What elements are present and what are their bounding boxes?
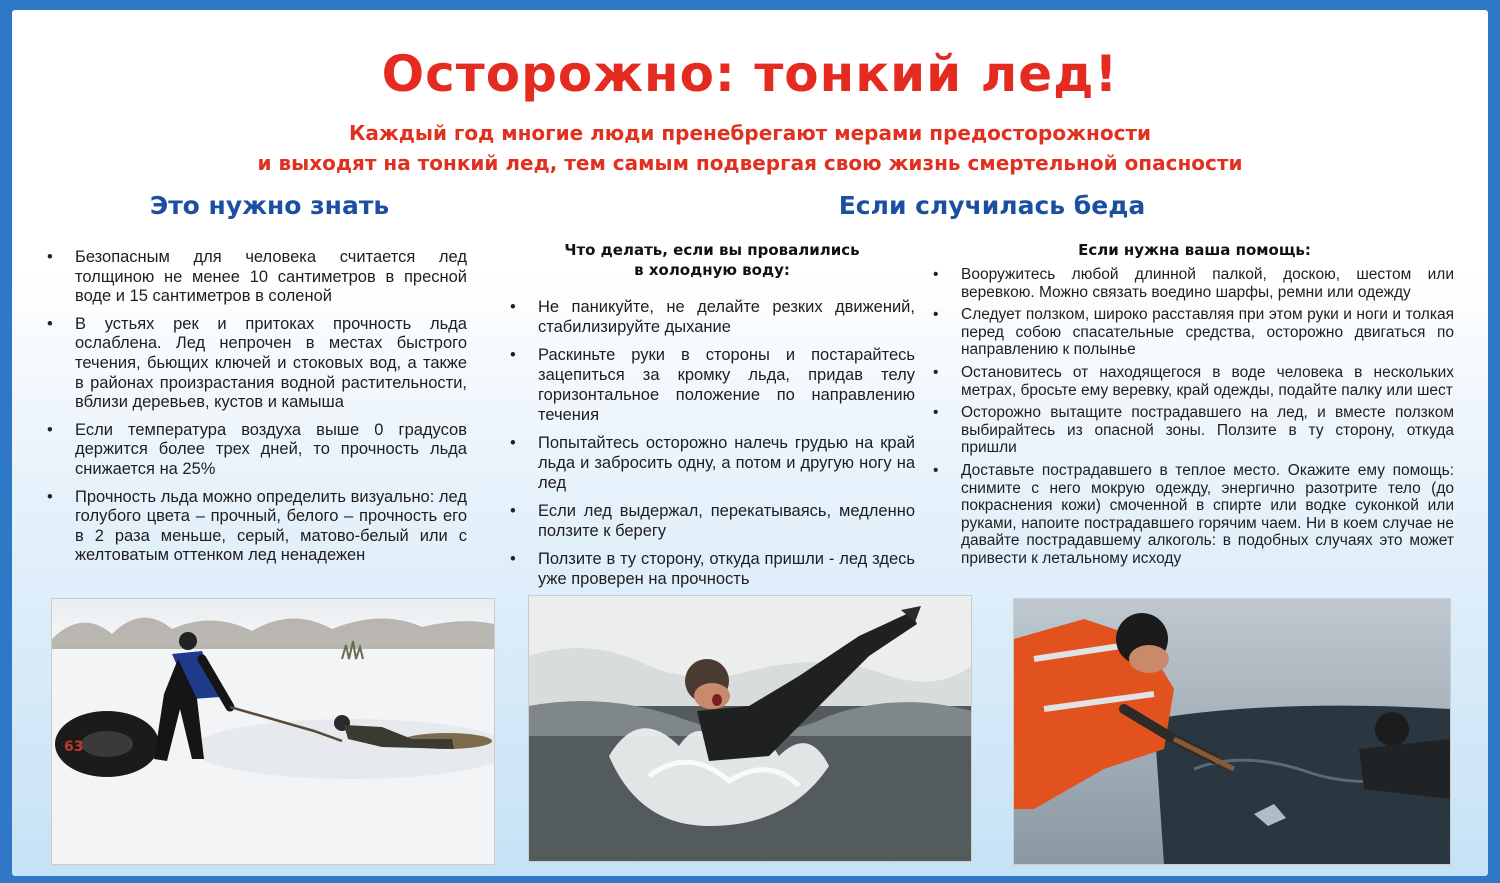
- subheading-line-1: Что делать, если вы провалились: [564, 241, 860, 259]
- list-item: • Прочность льда можно определить визуально: лед голубого цвета – прочный, белого – прочность его в 2 раза меньше, серый, матово-белый или с желтоватым оттенком лед ненадежен: [75, 488, 467, 566]
- rescuer-vest-illustration: [1014, 599, 1450, 864]
- heading-trouble: Если случилась беда: [838, 191, 1146, 220]
- list-item: • Безопасным для человека считается лед толщиною не менее 10 сантиметров в пресной воде и 15 сантиметров в соленой: [75, 248, 467, 307]
- list-item: • Вооружитесь любой длинной палкой, доскою, шестом или веревкою. Можно связать воедино шарфы, ремни или одежду: [961, 266, 1454, 301]
- list-item: • В устьях рек и притоках прочность льда ослаблена. Лед непрочен в местах быстрого течения, бьющих ключей и стоковых вод, а также в районах произрастания водной растительности, вблизи деревьев, кустов и камыша: [75, 315, 467, 413]
- subtitle-line-1: Каждый год многие люди пренебрегают мерами предосторожности: [348, 121, 1152, 145]
- list-item: • Попытайтесь осторожно налечь грудью на край льда и забросить одну, а потом и другую ногу на лед: [538, 433, 915, 493]
- poster-title: Осторожно: тонкий лед!: [381, 45, 1119, 103]
- poster-subtitle: [12, 118, 1488, 178]
- list-item: • Ползите в ту сторону, откуда пришли - лед здесь уже проверен на прочность: [538, 549, 915, 589]
- photo-rescuer-vest: [1013, 598, 1451, 865]
- poster: [12, 10, 1488, 876]
- list-item: • Осторожно вытащите пострадавшего на лед, и вместе ползком выбирайтесь из опасной зоны. Ползите в ту сторону, откуда пришли: [961, 404, 1454, 457]
- help-needed-list: [961, 266, 1454, 573]
- list-item: • Если лед выдержал, перекатываясь, медленно ползите к берегу: [538, 501, 915, 541]
- photo-rope-rescue: [51, 598, 495, 865]
- tire-number: 63: [64, 739, 84, 755]
- list-item: • Не паникуйте, не делайте резких движений, стабилизируйте дыхание: [538, 297, 915, 337]
- fell-through-list: [538, 297, 915, 597]
- photo-man-in-water: [528, 595, 972, 862]
- rope-rescue-illustration: [52, 599, 494, 864]
- subheading-help-needed: Если нужна ваша помощь:: [1078, 241, 1311, 259]
- heading-need-to-know: Это нужно знать: [149, 191, 390, 220]
- subheading-line-2: в холодную воду:: [634, 261, 790, 279]
- need-to-know-list: [75, 248, 467, 574]
- list-item: • Если температура воздуха выше 0 градусов держится более трех дней, то прочность льда снижается на 25%: [75, 421, 467, 480]
- subheading-fell-through: [527, 240, 897, 280]
- list-item: • Остановитесь от находящегося в воде человека в нескольких метрах, бросьте ему веревку, край одежды, подайте палку или шест: [961, 364, 1454, 399]
- list-item: • Доставьте пострадавшего в теплое место. Окажите ему помощь: снимите с него мокрую одежду, энергично разотрите тело (до покраснения кожи) смоченной в спирте или водке суконкой или руками, напоите пострадавшего горячим чаем. Ни в коем случае не давайте пострадавшему алкоголь: в подобных случаях это может привести к летальному исходу: [961, 462, 1454, 568]
- list-item: • Раскиньте руки в стороны и постарайтесь зацепиться за кромку льда, придав телу горизонтальное положение по направлению течения: [538, 345, 915, 425]
- subtitle-line-2: и выходят на тонкий лед, тем самым подвергая свою жизнь смертельной опасности: [257, 151, 1243, 175]
- man-in-water-illustration: [529, 596, 971, 861]
- list-item: • Следует ползком, широко расставляя при этом руки и ноги и толкая перед собою спасательные средства, осторожно двигаться по направлению к полынье: [961, 306, 1454, 359]
